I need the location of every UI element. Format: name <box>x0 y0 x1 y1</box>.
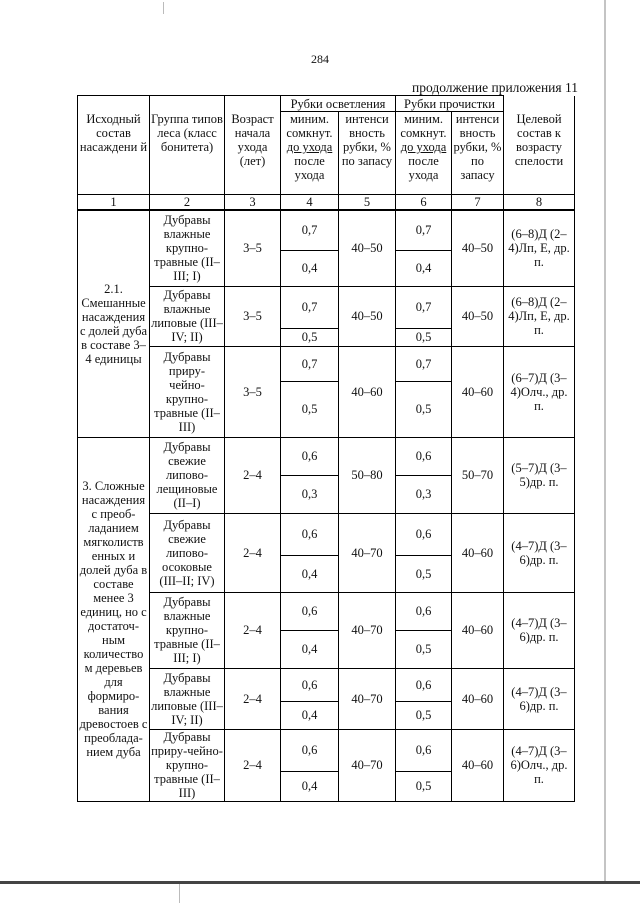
cleaning-density-before: 0,7 <box>396 210 452 250</box>
forest-type: Дубравы влажные липовые (III–IV; II) <box>151 288 223 344</box>
column-number: 1 <box>78 195 150 211</box>
column-number: 8 <box>504 195 575 211</box>
thinning-intensity: 40–70 <box>339 668 396 729</box>
thinning-density-before: 0,7 <box>281 286 339 328</box>
cleaning-density-after: 0,5 <box>396 630 452 668</box>
cleaning-density-after: 0,5 <box>396 771 452 801</box>
cleaning-density-before: 0,6 <box>396 668 452 701</box>
thinning-density-before: 0,6 <box>281 729 339 771</box>
cleaning-intensity: 40–50 <box>452 286 504 346</box>
continuation-note: продолжение приложения 11 <box>412 80 578 95</box>
cleaning-density-after: 0,4 <box>396 250 452 286</box>
target-composition: (5–7)Д (3–5)др. п. <box>504 437 575 513</box>
thinning-density-after: 0,4 <box>281 701 339 729</box>
silviculture-table <box>77 95 575 802</box>
cleaning-density-before: 0,6 <box>396 592 452 630</box>
scan-edge-right <box>604 0 606 883</box>
thinning-density-after: 0,4 <box>281 555 339 592</box>
thinning-intensity: 50–80 <box>339 437 396 513</box>
forest-type: Дубравы влажные крупно- травные (II–III; I) <box>150 210 225 286</box>
target-composition: (4–7)Д (3–6)др. п. <box>504 592 575 668</box>
header-initial-composition: Исходный состав насаждени й <box>78 96 150 195</box>
thinning-density-before: 0,6 <box>281 513 339 555</box>
header-target-composition: Целевой состав к возрасту спелости <box>504 96 575 195</box>
thinning-density-after: 0,5 <box>281 328 339 346</box>
thinning-density-after: 0,4 <box>281 771 339 801</box>
header-cleaning-density: миним. сомкнут. до ухода после ухода <box>396 112 452 195</box>
start-age: 2–4 <box>225 513 281 592</box>
target-composition: (4–7)Д (3–6)др. п. <box>504 668 575 729</box>
header-start-age: Возраст начала ухода (лет) <box>225 96 281 195</box>
thinning-density-after: 0,3 <box>281 475 339 513</box>
start-age: 2–4 <box>225 592 281 668</box>
cleaning-intensity: 40–60 <box>452 592 504 668</box>
cleaning-intensity: 40–60 <box>452 729 504 801</box>
start-age: 2–4 <box>225 668 281 729</box>
forest-type: Дубравы приру-чейно- крупно- травные (II–III) <box>151 730 223 800</box>
cleaning-intensity: 40–50 <box>452 210 504 286</box>
target-composition: (6–7)Д (3–4)Олч., др. п. <box>504 346 575 437</box>
thinning-intensity: 40–70 <box>339 513 396 592</box>
cleaning-density-after: 0,5 <box>396 328 452 346</box>
cleaning-density-after: 0,5 <box>396 555 452 592</box>
cleaning-density-after: 0,3 <box>396 475 452 513</box>
thinning-density-before: 0,6 <box>281 592 339 630</box>
thinning-density-before: 0,7 <box>281 346 339 381</box>
forest-type: Дубравы влажные крупно- травные (II–III; I) <box>150 592 225 668</box>
target-composition: (4–7)Д (3–6)др. п. <box>504 513 575 592</box>
scan-bottom-edge <box>0 881 640 884</box>
column-number: 3 <box>225 195 281 211</box>
group-complex-stands: 3. Сложные насаждения с преоб- ладанием мягколиств енных и долей дуба в составе менее 3 единиц, но с достаточ- ным количество м деревьев для формиро- вания древостоев с преоблада- нием дуба <box>78 437 150 801</box>
thinning-density-before: 0,6 <box>281 668 339 701</box>
start-age: 2–4 <box>225 437 281 513</box>
thinning-density-after: 0,4 <box>281 250 339 286</box>
cleaning-density-after: 0,5 <box>396 701 452 729</box>
page-number: 284 <box>311 52 329 66</box>
header-forest-type-group: Группа типов леса (класс бонитета) <box>150 96 225 195</box>
header-thinning-intensity: интенси вность рубки, % по запасу <box>339 112 396 195</box>
header-thinning: Рубки осветления <box>281 96 396 112</box>
target-composition: (4–7)Д (3–6)Олч., др. п. <box>504 729 575 801</box>
cleaning-density-before: 0,6 <box>396 513 452 555</box>
thinning-density-after: 0,4 <box>281 630 339 668</box>
column-number: 6 <box>396 195 452 211</box>
thinning-intensity: 40–60 <box>339 346 396 437</box>
thinning-intensity: 40–50 <box>339 286 396 346</box>
thinning-intensity: 40–70 <box>339 729 396 801</box>
start-age: 3–5 <box>225 346 281 437</box>
thinning-intensity: 40–70 <box>339 592 396 668</box>
cleaning-density-before: 0,6 <box>396 437 452 475</box>
cleaning-density-before: 0,7 <box>396 346 452 381</box>
thinning-intensity: 40–50 <box>339 210 396 286</box>
cleaning-intensity: 40–60 <box>452 668 504 729</box>
cleaning-density-before: 0,7 <box>396 286 452 328</box>
forest-type: Дубравы влажные липовые (III–IV; II) <box>150 668 225 729</box>
column-number: 2 <box>150 195 225 211</box>
start-age: 3–5 <box>225 210 281 286</box>
header-cleaning-intensity: интенси вность рубки, % по запасу <box>452 112 504 195</box>
scan-mark-top <box>163 2 164 14</box>
thinning-density-after: 0,5 <box>281 381 339 437</box>
group-mixed-stands: 2.1. Смешанные насаждения с долей дуба в составе 3–4 единицы <box>78 210 150 437</box>
column-number: 4 <box>281 195 339 211</box>
cleaning-intensity: 50–70 <box>452 437 504 513</box>
cleaning-intensity: 40–60 <box>452 513 504 592</box>
cleaning-density-after: 0,5 <box>396 381 452 437</box>
scan-mark-bottom <box>179 884 180 903</box>
thinning-density-before: 0,6 <box>281 437 339 475</box>
header-cleaning: Рубки прочистки <box>396 96 504 112</box>
thinning-density-before: 0,7 <box>281 210 339 250</box>
forest-type: Дубравы свежие липово- осоковые (III–II; IV) <box>150 513 225 592</box>
header-thinning-density: миним. сомкнут. до ухода после ухода <box>281 112 339 195</box>
forest-type: Дубравы свежие липово- лещиновые (II–I) <box>150 437 225 513</box>
start-age: 3–5 <box>225 286 281 346</box>
target-composition: (6–8)Д (2–4)Лп, Е, др. п. <box>504 210 575 286</box>
cleaning-density-before: 0,6 <box>396 729 452 771</box>
target-composition: (6–8)Д (2–4)Лп, Е, др. п. <box>504 286 575 346</box>
column-number: 7 <box>452 195 504 211</box>
column-number: 5 <box>339 195 396 211</box>
forest-type: Дубравы приру- чейно- крупно- травные (II–III) <box>150 346 225 437</box>
cleaning-intensity: 40–60 <box>452 346 504 437</box>
start-age: 2–4 <box>225 729 281 801</box>
